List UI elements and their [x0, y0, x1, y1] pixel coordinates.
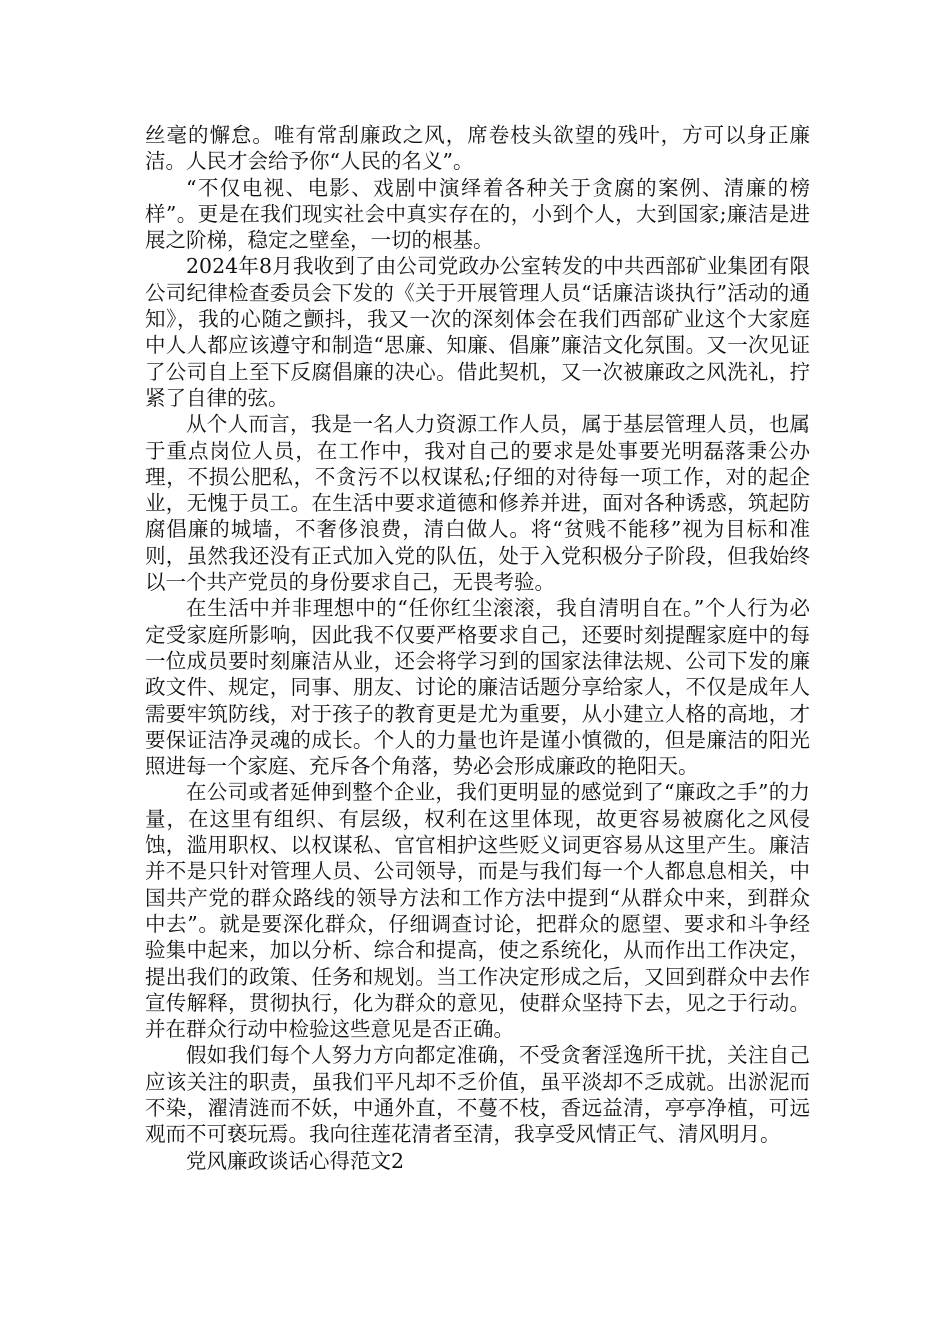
section-heading: 党风廉政谈话心得范文2 — [186, 1148, 405, 1173]
paragraph: 在生活中并非理想中的“任你红尘滚滚，我自清明自在。”个人行为必定受家庭所影响，因此我不仅要严格要求自己，还要时刻提醒家庭中的每一位成员要时刻廉洁从业，还会将学习到的国家法律法规、公司下发的廉政文件、规定，同事、朋友、讨论的廉洁话题分享给家人，不仅是成年人需要牢筑防线，对于孩子的教育更是尤为重要，从小建立人格的高地，才要保证洁净灵魂的成长。个人的力量也许是谨小慎微的，但是廉洁的阳光照进每一个家庭、充斥各个角落，势必会形成廉政的艳阳天。 — [145, 596, 810, 779]
paragraph: 2024年8月我收到了由公司党政办公室转发的中共西部矿业集团有限公司纪律检查委员会下发的《关于开展管理人员“话廉洁谈执行”活动的通知》，我的心随之颤抖，我又一次的深刻体会在我们西部矿业这个大家庭中人人都应该遵守和制造“思廉、知廉、倡廉”廉洁文化氛围。又一次见证了公司自上至下反腐倡廉的决心。借此契机，又一次被廉政之风洗礼，拧紧了自律的弦。 — [145, 254, 810, 410]
document-page — [145, 122, 810, 1174]
paragraph: 从个人而言，我是一名人力资源工作人员，属于基层管理人员，也属于重点岗位人员，在工作中，我对自己的要求是处事要光明磊落秉公办理，不损公肥私，不贪污不以权谋私;仔细的对待每一项工作，对的起企业，无愧于员工。在生活中要求道德和修养并进，面对各种诱惑，筑起防腐倡廉的城墙，不奢侈浪费，清白做人。将“贫贱不能移”视为目标和准则，虽然我还没有正式加入党的队伍，处于入党积极分子阶段，但我始终以一个共产党员的身份要求自己，无畏考验。 — [145, 412, 810, 595]
paragraph: 假如我们每个人努力方向都定准确，不受贪奢淫逸所干扰，关注自己应该关注的职责，虽我们平凡却不乏价值，虽平淡却不乏成就。出淤泥而不染，濯清涟而不妖，中通外直，不蔓不枝，香远益清，亭亭净植，可远观而不可亵玩焉。我向往莲花清者至清，我享受风情正气、清风明月。 — [145, 1043, 810, 1147]
paragraph: 在公司或者延伸到整个企业，我们更明显的感觉到了“廉政之手”的力量，在这里有组织、有层级，权利在这里体现，故更容易被腐化之风侵蚀，滥用职权、以权谋私、官官相护这些贬义词更容易从这里产生。廉洁并不是只针对管理人员、公司领导，而是与我们每一个人都息息相关，中国共产党的群众路线的领导方法和工作方法中提到“从群众中来，到群众中去”。就是要深化群众，仔细调查讨论，把群众的愿望、要求和斗争经验集中起来，加以分析、综合和提高，使之系统化，从而作出工作决定，提出我们的政策、任务和规划。当工作决定形成之后，又回到群众中去作宣传解释，贯彻执行，化为群众的意见，使群众坚持下去，见之于行动。并在群众行动中检验这些意见是否正确。 — [145, 780, 810, 1042]
paragraph: “不仅电视、电影、戏剧中演绎着各种关于贪腐的案例、清廉的榜样”。更是在我们现实社会中真实存在的，小到个人，大到国家;廉洁是进展之阶梯，稳定之壁垒，一切的根基。 — [145, 175, 810, 253]
paragraph-continuation: 丝毫的懈怠。唯有常刮廉政之风，席卷枝头欲望的残叶，方可以身正廉洁。人民才会给予你“人民的名义”。 — [145, 123, 810, 174]
